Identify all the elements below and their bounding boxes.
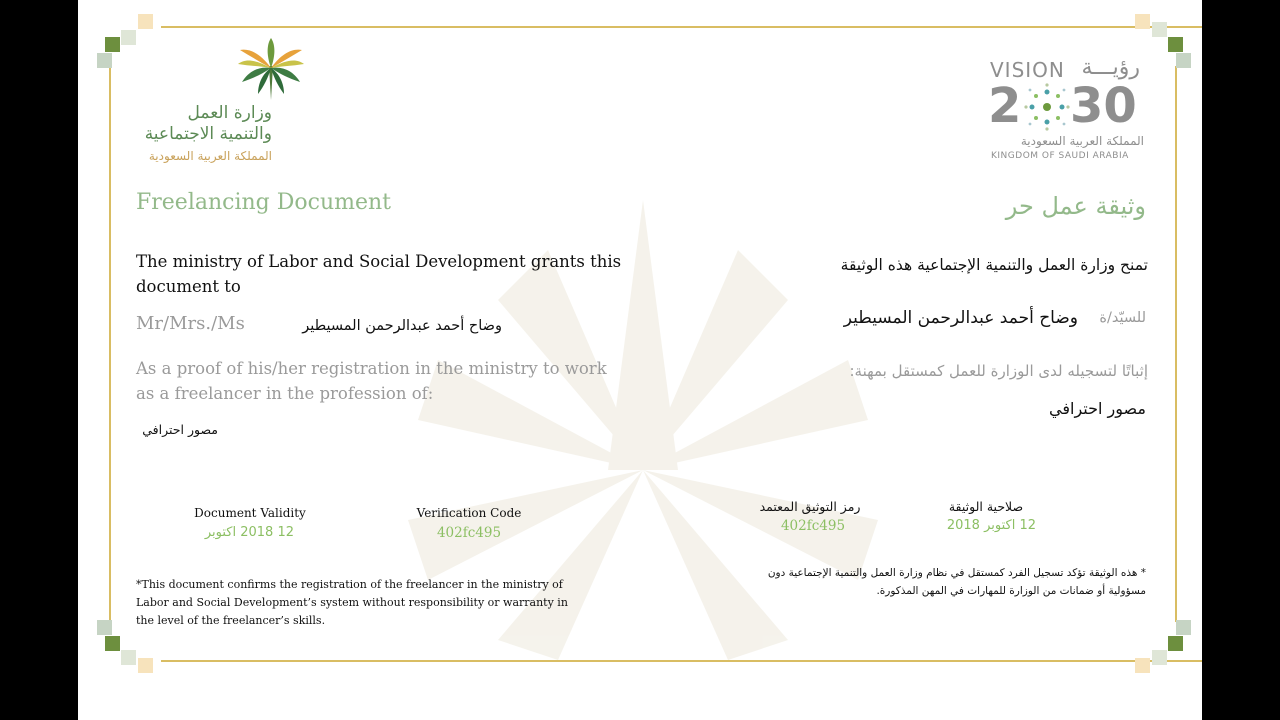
salutation-ar: للسيّد/ة: [1099, 310, 1146, 326]
grant-ar: تمنح وزارة العمل والتنمية الإجتماعية هذه الوثيقة: [840, 256, 1148, 274]
ministry-name-ar-line1: وزارة العمل: [187, 103, 272, 123]
frame-bottom-line: [161, 660, 1202, 662]
disclaimer-ar-line1: * هذه الوثيقة تؤكد تسجيل الفرد كمستقل في نظام وزارة العمل والتنمية الإجتماعية دون: [767, 567, 1146, 579]
grant-en-line1: The ministry of Labor and Social Development grants this: [136, 252, 622, 271]
validity-label-ar: صلاحية الوثيقة: [948, 499, 1024, 514]
validity-value-en-side: 12 2018 اكتوبر: [204, 525, 294, 540]
validity-label-en: Document Validity: [194, 506, 306, 520]
frame-left-line: [109, 66, 111, 622]
frame-right-line: [1175, 66, 1177, 622]
vision-ar-label: رؤيـــة: [1081, 55, 1140, 80]
proof-ar: إثباتًا لتسجيله لدى الوزارة للعمل كمستقل بمهنة:: [849, 362, 1148, 380]
holder-name-ar: وضاح أحمد عبدالرحمن المسيطير: [843, 308, 1078, 328]
vision-year-right: 30: [1070, 78, 1137, 134]
holder-name-en-side: وضاح أحمد عبدالرحمن المسيطير: [302, 318, 502, 334]
disclaimer-en-line3: the level of the freelancer’s skills.: [136, 614, 326, 627]
vision-country-en: KINGDOM OF SAUDI ARABIA: [991, 151, 1129, 161]
ministry-country-ar: المملكة العربية السعودية: [148, 149, 272, 163]
disclaimer-en-line1: *This document confirms the registration of the freelancer in the ministry of: [136, 578, 563, 591]
profession-ar: مصور احترافي: [1049, 399, 1146, 418]
title-en: Freelancing Document: [136, 190, 392, 215]
verification-value-ar-side: 402fc495: [780, 518, 846, 534]
verification-value-en-side: 402fc495: [436, 525, 502, 541]
title-ar: وثيقة عمل حر: [1005, 192, 1146, 220]
verification-label-en: Verification Code: [416, 506, 522, 520]
validity-value-ar: 12 اكتوبر 2018: [946, 518, 1036, 533]
grant-en-line2: document to: [136, 277, 241, 296]
proof-en-line2: as a freelancer in the profession of:: [136, 384, 434, 403]
ministry-name-ar-line2: والتنمية الاجتماعية: [144, 124, 272, 144]
palm-emblem-icon: [236, 36, 306, 104]
vision-dotted-emblem-icon: [1024, 82, 1070, 132]
document-page: [78, 0, 1202, 720]
vision-year-left: 2: [988, 78, 1022, 134]
disclaimer-en-line2: Labor and Social Development’s system without responsibility or warranty in: [136, 596, 568, 609]
salutation-en: Mr/Mrs./Ms: [136, 313, 245, 334]
verification-label-ar: رمز التوثيق المعتمد: [759, 499, 861, 514]
proof-en-line1: As a proof of his/her registration in the ministry to work: [136, 359, 607, 378]
vision-en-label: VISION: [990, 58, 1065, 82]
frame-top-line: [161, 26, 1202, 28]
profession-en-side: مصور احترافي: [142, 422, 218, 437]
disclaimer-ar-line2: مسؤولية أو ضمانات من الوزارة للمهارات في المهن المذكورة.: [876, 585, 1146, 597]
vision-country-ar: المملكة العربية السعودية: [1020, 134, 1144, 148]
